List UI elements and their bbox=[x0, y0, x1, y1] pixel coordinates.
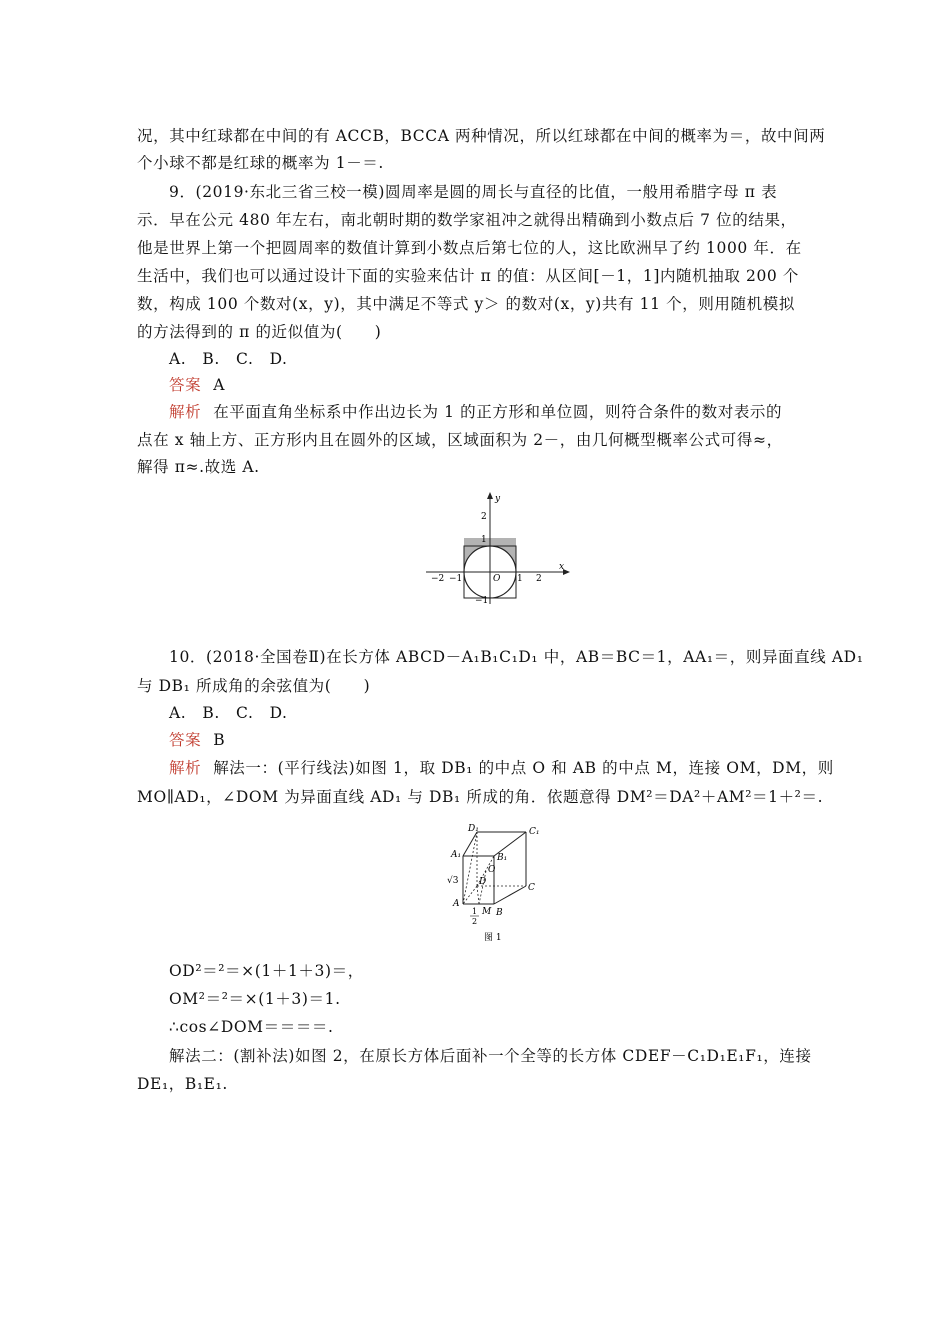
x-tick-label: 2 bbox=[536, 574, 542, 584]
answer-label: 答案 bbox=[169, 731, 202, 749]
y-tick-label: −1 bbox=[475, 596, 489, 606]
y-axis-arrow bbox=[487, 492, 493, 499]
length-label: 2 bbox=[472, 917, 478, 926]
analysis-label: 解析 bbox=[169, 759, 202, 777]
text-line: 点在 x 轴上方、正方形内且在圆外的区域，区域面积为 2－，由几何概型概率公式可得≈， bbox=[137, 431, 783, 449]
choices-10: A. B. C. D. bbox=[169, 704, 288, 722]
text-line: MO∥AD₁，∠DOM 为异面直线 AD₁ 与 DB₁ 所成的角．依题意得 DM²＝DA²＋AM²＝1＋²＝. bbox=[137, 788, 824, 806]
hidden-edge bbox=[463, 832, 477, 904]
equation-line: OD²＝²＝×(1＋1＋3)＝， bbox=[169, 962, 364, 980]
coordinate-figure bbox=[420, 490, 580, 608]
x-tick-label: −1 bbox=[449, 574, 463, 584]
vertex-label: M bbox=[482, 907, 492, 917]
hidden-edge bbox=[477, 886, 479, 904]
cuboid-figure bbox=[440, 820, 550, 948]
text-line: 与 DB₁ 所成角的余弦值为( ) bbox=[137, 677, 371, 695]
choices-9: A. B. C. D. bbox=[169, 350, 288, 368]
analysis-10 bbox=[169, 758, 834, 778]
answer-9 bbox=[169, 375, 225, 395]
hidden-edge bbox=[479, 871, 486, 904]
text-line: 况，其中红球都在中间的有 ACCB，BCCA 两种情况，所以红球都在中间的概率为＝，故中间两 bbox=[137, 127, 826, 145]
figure-caption: 图 1 bbox=[484, 933, 502, 943]
length-label: 1 bbox=[472, 907, 478, 916]
origin-label: O bbox=[493, 574, 501, 584]
vertex-label: B bbox=[496, 908, 503, 918]
text-line: 个小球不都是红球的概率为 1－＝. bbox=[137, 154, 384, 172]
text-line: 示．早在公元 480 年左右，南北朝时期的数学家祖冲之就得出精确到小数点后 7 位的结果， bbox=[137, 211, 797, 229]
question-9-title: 9．(2019·东北三省三校一模)圆周率是圆的周长与直径的比值，一般用希腊字母 π 表 bbox=[169, 183, 778, 201]
vertex-label: D bbox=[479, 877, 487, 887]
answer-10 bbox=[169, 730, 225, 750]
x-tick-label: −2 bbox=[431, 574, 445, 584]
equation-line: ∴cos∠DOM＝＝＝＝. bbox=[169, 1018, 334, 1036]
analysis-text: 在平面直角坐标系中作出边长为 1 的正方形和单位圆，则符合条件的数对表示的 bbox=[213, 403, 783, 421]
text-line: 生活中，我们也可以通过设计下面的实验来估计 π 的值：从区间[－1，1]内随机抽取 200 个 bbox=[137, 267, 799, 285]
answer-label: 答案 bbox=[169, 376, 202, 394]
x-tick-label: 1 bbox=[517, 574, 523, 584]
text-line: DE₁，B₁E₁. bbox=[137, 1075, 228, 1093]
text-line: 解得 π≈.故选 A. bbox=[137, 458, 260, 476]
answer-value: B bbox=[213, 731, 226, 749]
vertex-label: C₁ bbox=[529, 827, 540, 837]
analysis-9 bbox=[169, 402, 782, 422]
vertex-label: A₁ bbox=[451, 850, 462, 860]
length-label: √3 bbox=[447, 876, 459, 886]
x-axis-label: x bbox=[559, 562, 565, 572]
text-line: 数，构成 100 个数对(x，y)，其中满足不等式 y＞ 的数对(x，y)共有 11 个，则用随机模拟 bbox=[137, 295, 795, 313]
answer-value: A bbox=[213, 376, 225, 394]
y-tick-label: 2 bbox=[481, 512, 487, 522]
equation-line: OM²＝²＝×(1＋3)＝1. bbox=[169, 990, 341, 1008]
question-10-title: 10．(2018·全国卷Ⅱ)在长方体 ABCD－A₁B₁C₁D₁ 中，AB＝BC＝1，AA₁＝，则异面直线 AD₁ bbox=[169, 648, 864, 666]
method-2-line: 解法二：(割补法)如图 2，在原长方体后面补一个全等的长方体 CDEF－C₁D₁E₁F₁，连接 bbox=[169, 1047, 812, 1065]
vertex-label: A bbox=[453, 899, 460, 909]
analysis-text: 解法一：(平行线法)如图 1，取 DB₁ 的中点 O 和 AB 的中点 M，连接 OM，DM，则 bbox=[213, 759, 834, 777]
vertex-label: C bbox=[528, 883, 535, 893]
vertex-label: D₁ bbox=[468, 824, 479, 834]
vertex-label: B₁ bbox=[497, 853, 508, 863]
text-line: 他是世界上第一个把圆周率的数值计算到小数点后第七位的人，这比欧洲早了约 1000 年．在 bbox=[137, 239, 802, 257]
y-axis-label: y bbox=[495, 494, 501, 504]
text-line: 的方法得到的 π 的近似值为( ) bbox=[137, 323, 382, 341]
vertex-label: O bbox=[488, 865, 496, 875]
analysis-label: 解析 bbox=[169, 403, 202, 421]
y-tick-label: 1 bbox=[481, 535, 487, 545]
edge bbox=[494, 886, 526, 904]
